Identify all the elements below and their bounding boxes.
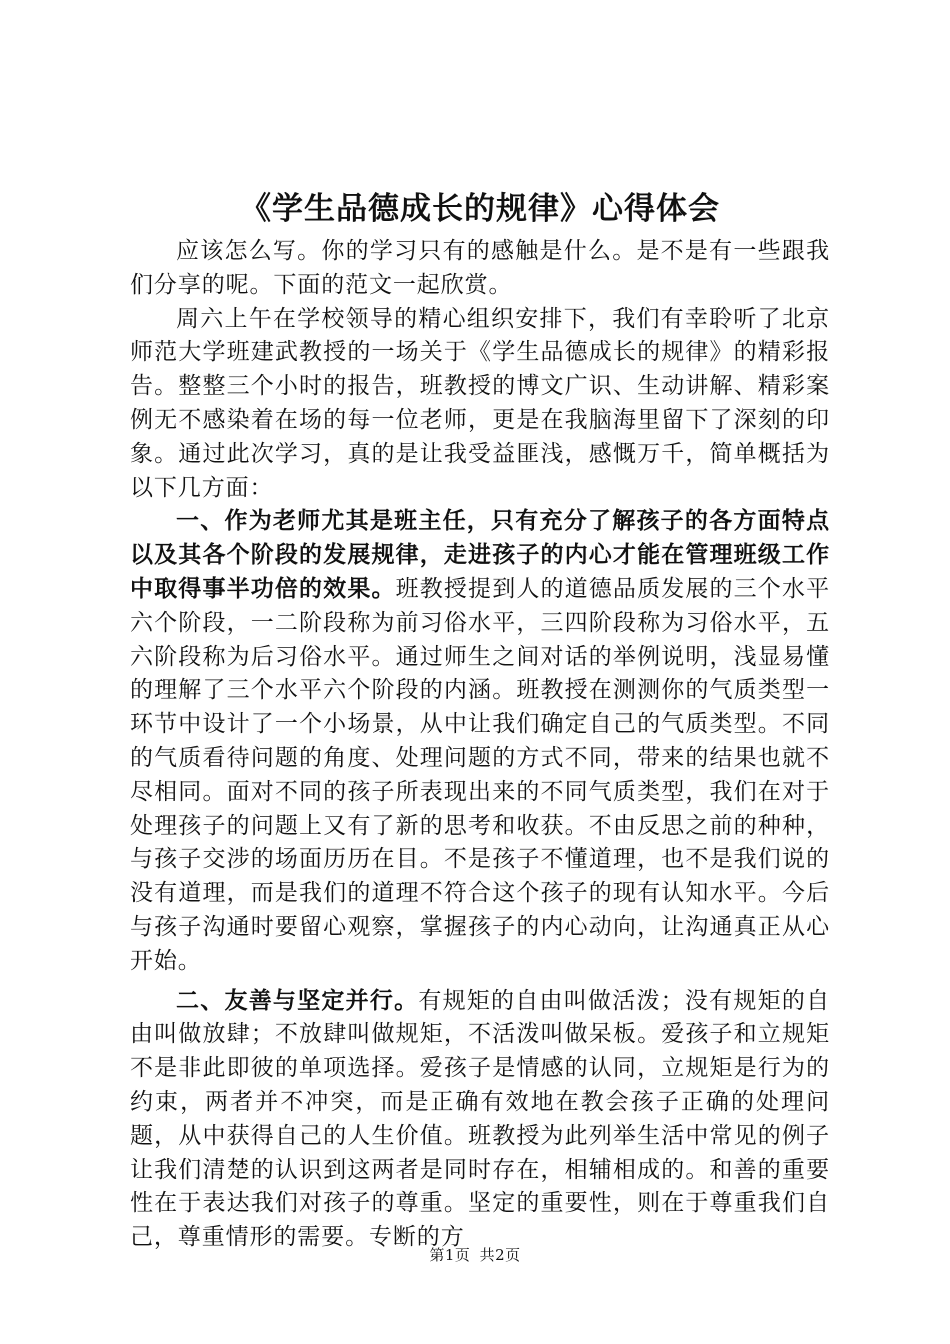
paragraph-text: 班教授提到人的道德品质发展的三个水平六个阶段，一二阶段称为前习俗水平，三四阶段称为习俗水平，五六阶段称为后习俗水平。通过师生之间对话的举例说明，浅显易懂的理解了三个水平六个阶段的内涵。班教授在测测你的气质类型一环节中设计了一个小场景，从中让我们确定自己的气质类型。不同的气质看待问题的角度、处理问题的方式不同，带来的结果也就不尽相同。面对不同的孩子所表现出来的不同气质类型，我们在对于处理孩子的问题上又有了新的思考和收获。不由反思之前的种种，与孩子交涉的场面历历在目。不是孩子不懂道理，也不是我们说的没有道理，而是我们的道理不符合这个孩子的现有认知水平。今后与孩子沟通时要留心观察，掌握孩子的内心动向，让沟通真正从心开始。 [130, 575, 830, 974]
paragraph [130, 235, 830, 303]
document-title: 《学生品德成长的规律》心得体会 [240, 191, 720, 227]
document-body [130, 235, 830, 1255]
paragraph [130, 303, 830, 506]
paragraph-text: 有规矩的自由叫做活泼；没有规矩的自由叫做放肆；不放肆叫做规矩，不活泼叫做呆板。爱孩子和立规矩不是非此即彼的单项选择。爱孩子是情感的认同，立规矩是行为的约束，两者并不冲突，而是正确有效地在教会孩子正确的处理问题，从中获得自己的人生价值。班教授为此列举生活中常见的例子让我们清楚的认识到这两者是同时存在，相辅相成的。和善的重要性在于表达我们对孩子的尊重。坚定的重要性，则在于尊重我们自己，尊重情形的需要。专断的方 [130, 987, 830, 1251]
paragraph-lead: 二、友善与坚定并行。 [176, 987, 419, 1014]
paragraph-text: 应该怎么写。你的学习只有的感触是什么。是不是有一些跟我们分享的呢。下面的范文一起欣赏。 [130, 238, 830, 298]
page-number: 第1页 [429, 1246, 471, 1264]
paragraph-text: 周六上午在学校领导的精心组织安排下，我们有幸聆听了北京师范大学班建武教授的一场关于《学生品德成长的规律》的精彩报告。整整三个小时的报告，班教授的博文广识、生动讲解、精彩案例无不感染着在场的每一位老师，更是在我脑海里留下了深刻的印象。通过此次学习，真的是让我受益匪浅，感慨万千，简单概括为以下几方面： [130, 305, 830, 501]
page-footer [0, 1244, 950, 1265]
page-total: 共2页 [479, 1246, 521, 1264]
paragraph-lead: 一、作为老师尤其是班主任，只有充分了解孩子的各方面特点以及其各个阶段的发展规律，走进孩子的内心才能在管理班级工作中取得事半功倍的效果。 [130, 508, 830, 602]
paragraph [130, 985, 830, 1255]
paragraph [130, 505, 830, 978]
